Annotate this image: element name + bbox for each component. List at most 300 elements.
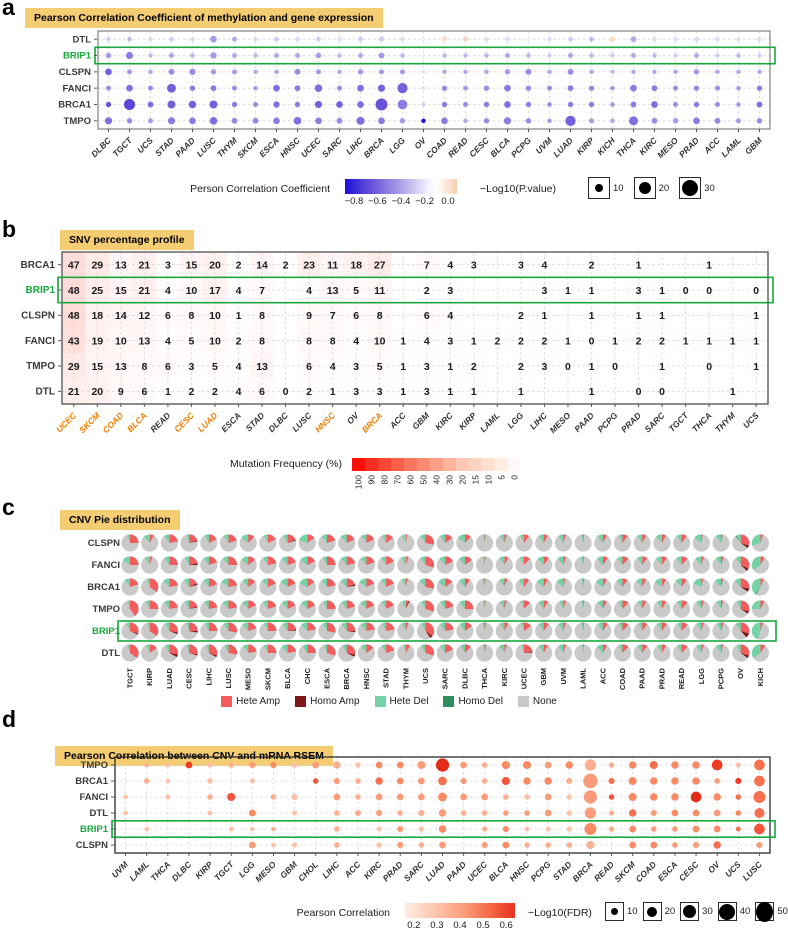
bubble: [503, 794, 509, 800]
legend-tick-label: 40: [431, 475, 442, 485]
bubble: [357, 101, 364, 108]
bubble: [397, 83, 407, 93]
snv-value: 6: [423, 310, 430, 323]
bubble: [736, 70, 741, 75]
bubble: [144, 827, 149, 832]
snv-value: 3: [470, 259, 477, 272]
bubble: [422, 70, 426, 74]
bubble: [358, 69, 363, 74]
x-axis-label: UVM: [109, 859, 130, 880]
bubble: [526, 118, 531, 123]
bubble: [271, 843, 276, 848]
bubble: [376, 762, 383, 769]
bubble: [418, 810, 424, 816]
x-axis-label: PCPG: [528, 859, 553, 884]
bubble: [232, 86, 237, 91]
snv-value: 14: [256, 259, 268, 272]
snv-value: 20: [209, 259, 221, 272]
bubble: [397, 778, 404, 785]
snv-value: 3: [541, 284, 548, 297]
bubble: [526, 37, 530, 41]
size-legend-item: [634, 177, 670, 199]
bubble: [502, 777, 510, 785]
gradient-tick-label: −0.4: [391, 196, 411, 207]
bubble: [650, 793, 657, 800]
bubble: [378, 85, 385, 92]
panel-a: [0, 0, 778, 222]
bubble: [357, 85, 364, 92]
pie-slice: [307, 644, 316, 653]
size-legend-box: [679, 177, 701, 199]
bubble: [482, 762, 488, 768]
x-axis-label: KIRC: [499, 668, 509, 687]
bubble: [418, 778, 425, 785]
snv-value: 1: [706, 259, 713, 272]
x-axis-label: ESCA: [655, 859, 680, 884]
bubble: [505, 69, 510, 74]
bubble: [691, 792, 702, 803]
bubble: [253, 102, 258, 107]
legend-color-block: [391, 458, 404, 471]
bubble: [292, 794, 298, 800]
bubble: [273, 101, 279, 107]
row-label: TMPO: [63, 116, 91, 128]
legend-color-block: [482, 458, 495, 471]
bubble: [568, 102, 573, 107]
bubble: [189, 101, 197, 109]
x-axis-label: UCEC: [519, 668, 529, 690]
bubble: [568, 85, 574, 91]
bubble: [671, 793, 678, 800]
bubble: [106, 86, 111, 91]
snv-value: 2: [212, 386, 218, 399]
size-legend-box: [643, 902, 662, 921]
bubble: [736, 86, 741, 91]
bubble: [545, 810, 552, 817]
bubble: [400, 53, 405, 58]
bubble: [505, 37, 510, 42]
bubble: [584, 790, 597, 803]
legend-item: [518, 696, 557, 707]
bubble: [503, 810, 509, 816]
row-label: CLSPN: [58, 67, 91, 79]
legend-color-block: [430, 458, 443, 471]
bubble: [295, 85, 301, 91]
snv-value: 18: [91, 310, 104, 323]
snv-value: 2: [494, 335, 501, 348]
bubble: [418, 794, 425, 801]
bubble: [610, 53, 614, 57]
pie-slice: [130, 556, 139, 565]
x-axis-label: KICH: [755, 668, 765, 687]
bubble: [461, 778, 467, 784]
bubble: [439, 825, 446, 832]
legend-item: [221, 696, 280, 707]
x-axis-label: PCPG: [508, 135, 533, 160]
bubble: [167, 84, 176, 93]
bubble: [333, 761, 340, 768]
bubble: [397, 842, 403, 848]
bubble: [526, 53, 531, 58]
x-axis-label: THYM: [401, 668, 411, 690]
bubble: [631, 70, 636, 75]
snv-value: 1: [588, 360, 595, 373]
snv-value: 0: [706, 360, 713, 373]
bubble: [249, 842, 256, 849]
bubble: [715, 102, 720, 107]
x-axis-label: SKCM: [263, 668, 273, 691]
snv-value: 5: [376, 360, 383, 373]
gradient-tick-label: −0.8: [344, 196, 364, 207]
legend-tick-label: 0: [509, 475, 520, 480]
pie-slice: [229, 644, 238, 654]
snv-value: 3: [164, 259, 171, 272]
bubble: [166, 779, 170, 783]
snv-value: 1: [588, 310, 595, 323]
legend-swatch: [221, 696, 232, 707]
bubble: [586, 841, 594, 849]
legend-tick-label: 80: [379, 475, 390, 485]
bubble: [253, 86, 258, 91]
legend-tick-label: 60: [405, 475, 416, 485]
bubble: [526, 69, 532, 75]
bubble: [207, 794, 213, 800]
bubble: [207, 762, 212, 767]
bubble: [715, 118, 721, 124]
bubble: [421, 119, 426, 124]
snv-value: 43: [67, 335, 80, 348]
panel-d-plot: [0, 755, 778, 900]
size-legend-item: [680, 902, 713, 921]
bubble: [484, 37, 488, 41]
bubble: [610, 86, 615, 91]
bubble: [355, 778, 361, 784]
bubble: [232, 69, 237, 74]
legend-swatch: [375, 696, 386, 707]
snv-value: 1: [635, 259, 642, 272]
bubble: [484, 70, 489, 75]
bubble: [566, 761, 573, 768]
snv-value: 4: [329, 360, 336, 373]
bubble: [567, 794, 572, 799]
bubble: [463, 37, 468, 42]
bubble: [757, 118, 762, 123]
snv-value: 11: [374, 284, 386, 297]
pie-slice: [347, 622, 356, 631]
snv-value: 10: [185, 284, 198, 297]
bubble: [148, 37, 152, 41]
bubble: [169, 69, 175, 75]
bubble: [210, 36, 217, 43]
bubble: [651, 101, 658, 108]
x-axis-label: BLCA: [283, 668, 293, 689]
size-legend-dot: [595, 184, 603, 192]
x-axis-label: DLBC: [89, 135, 113, 160]
bubble: [422, 37, 426, 41]
snv-value: 8: [259, 310, 265, 323]
bubble: [524, 842, 529, 847]
x-axis-label: OV: [412, 135, 428, 152]
bubble: [504, 85, 511, 92]
snv-value: 2: [282, 259, 289, 272]
bubble: [567, 826, 572, 831]
snv-value: 1: [729, 335, 736, 348]
bubble: [274, 37, 279, 42]
x-axis-label: PAAD: [572, 410, 596, 435]
x-axis-label: THCA: [614, 135, 638, 160]
legend-item: [295, 696, 359, 707]
bubble: [274, 53, 279, 58]
legend-tick-label: 20: [457, 475, 468, 485]
snv-value: 15: [91, 360, 104, 373]
x-axis-label: DLBC: [169, 859, 194, 884]
bubble: [376, 794, 383, 801]
bubble: [105, 68, 112, 75]
snv-value: 7: [259, 284, 265, 297]
snv-value: 25: [91, 284, 104, 297]
snv-value: 2: [188, 386, 195, 399]
bubble: [753, 791, 765, 803]
x-axis-label: HNSC: [312, 410, 338, 435]
bubble: [337, 37, 342, 42]
bubble: [315, 101, 322, 108]
bubble: [106, 37, 110, 41]
pie-slice: [268, 622, 277, 631]
legend-swatch: [295, 696, 306, 707]
bubble: [312, 762, 319, 769]
bubble: [441, 117, 448, 124]
snv-value: 3: [376, 386, 383, 399]
x-axis-label: KIRP: [456, 410, 479, 432]
bubble: [249, 810, 256, 817]
x-axis-label: LIHC: [204, 668, 214, 686]
snv-value: 1: [588, 284, 595, 297]
bubble: [672, 842, 678, 848]
bubble: [397, 826, 403, 832]
x-axis-label: READ: [445, 135, 470, 160]
bubble: [502, 761, 510, 769]
pie-slice: [327, 556, 336, 565]
snv-value: 4: [353, 335, 360, 348]
bubble: [397, 794, 404, 801]
bubble: [442, 85, 447, 90]
x-axis-label: UCEC: [298, 135, 323, 160]
legend-tick-label: 70: [392, 475, 403, 485]
x-axis-label: GBM: [539, 668, 549, 686]
x-axis-label: SKCM: [612, 859, 638, 885]
snv-value: 12: [138, 310, 151, 323]
bubble: [693, 842, 699, 848]
bubble: [292, 762, 298, 768]
snv-value: 11: [327, 259, 339, 272]
snv-value: 3: [447, 335, 454, 348]
size-legend-item: [679, 177, 715, 199]
snv-value: 1: [682, 335, 689, 348]
snv-value: 1: [659, 310, 666, 323]
snv-value: 48: [67, 310, 80, 323]
snv-value: 14: [114, 310, 127, 323]
x-axis-label: MESO: [547, 410, 573, 436]
bubble: [127, 37, 132, 42]
x-axis-label: KIRP: [574, 135, 596, 157]
x-axis-label: PRAD: [657, 668, 667, 690]
snv-value: 10: [209, 310, 221, 323]
bubble: [273, 85, 280, 92]
snv-value: 20: [91, 386, 104, 399]
size-legend-value: 10: [613, 182, 624, 194]
x-axis-label: GBM: [742, 135, 764, 157]
x-axis-label: LGG: [505, 410, 526, 431]
x-axis-label: CESC: [172, 410, 196, 435]
bubble: [463, 86, 468, 91]
row-label: CLSPN: [21, 310, 55, 322]
bubble: [694, 102, 699, 107]
legend-item: [375, 696, 429, 707]
row-label: FANCI: [62, 83, 91, 95]
snv-value: 4: [235, 386, 242, 399]
bubble: [610, 102, 615, 107]
bubble: [148, 70, 153, 75]
pie-slice: [327, 600, 336, 609]
bubble: [186, 762, 193, 769]
snv-value: 1: [517, 386, 524, 399]
pie-slice: [150, 600, 159, 609]
size-legend-item: [605, 902, 638, 921]
bubble: [123, 795, 128, 800]
x-axis-label: ESCA: [322, 668, 332, 689]
pie-slice: [209, 622, 218, 631]
bubble: [736, 794, 742, 800]
bubble: [436, 758, 449, 771]
bubble: [673, 37, 677, 41]
snv-value: 5: [353, 284, 360, 297]
x-axis-label: SARC: [642, 410, 667, 435]
x-axis-label: OV: [736, 668, 746, 679]
bubble: [609, 794, 615, 800]
snv-value: 0: [682, 284, 689, 297]
pie-slice: [169, 644, 178, 654]
x-axis-label: KIRC: [361, 859, 384, 882]
bubble: [673, 118, 678, 123]
bubble: [209, 100, 217, 108]
row-label: DTL: [89, 808, 108, 820]
bubble: [442, 102, 447, 107]
bubble: [460, 762, 467, 769]
x-axis-label: HNSC: [361, 668, 371, 690]
bubble: [736, 827, 741, 832]
bubble: [336, 101, 343, 108]
bubble: [589, 53, 594, 58]
size-legend-box: [718, 902, 737, 921]
bubble: [589, 37, 594, 42]
bubble: [585, 807, 596, 818]
size-legend-value: 30: [704, 182, 715, 194]
bubble: [295, 37, 300, 42]
bubble: [736, 762, 741, 767]
x-axis-label: SKCM: [76, 410, 102, 436]
bubble: [315, 84, 323, 92]
panel-d-legend: [0, 900, 788, 944]
snv-value: 3: [188, 360, 195, 373]
gradient-tick-label: 0.3: [430, 920, 444, 931]
gradient-tick-label: 0.2: [407, 920, 421, 931]
bubble: [337, 70, 342, 75]
bubble: [397, 762, 404, 769]
bubble: [105, 117, 112, 124]
x-axis-label: PCPG: [595, 410, 620, 435]
snv-value: 1: [635, 310, 642, 323]
bubble: [333, 794, 340, 801]
x-axis-label: HNSC: [507, 859, 532, 884]
bubble: [481, 794, 488, 801]
snv-value: 17: [209, 284, 221, 297]
snv-value: 4: [423, 335, 430, 348]
bubble: [484, 118, 489, 123]
bubble: [712, 760, 723, 771]
x-axis-label: LUAD: [551, 135, 575, 160]
bubble: [524, 810, 530, 816]
size-legend-dot: [682, 180, 698, 196]
bubble: [650, 761, 658, 769]
x-axis-label: PAAD: [637, 668, 647, 689]
bubble: [736, 118, 741, 123]
bubble: [463, 70, 468, 75]
snv-value: 1: [400, 360, 407, 373]
snv-value: 2: [470, 360, 477, 373]
bubble: [736, 37, 740, 41]
snv-value: 1: [753, 310, 760, 323]
snv-value: 6: [353, 310, 360, 323]
bubble: [673, 70, 678, 75]
x-axis-label: LAML: [127, 859, 152, 884]
snv-value: 21: [138, 259, 151, 272]
x-axis-label: KIRP: [193, 859, 215, 881]
bubble: [693, 117, 700, 124]
bubble: [126, 52, 133, 59]
bubble: [463, 119, 468, 124]
bubble: [316, 53, 321, 58]
x-axis-label: READ: [677, 668, 687, 690]
bubble: [673, 86, 678, 91]
bubble: [253, 70, 258, 75]
snv-value: 3: [353, 360, 360, 373]
x-axis-label: BRCA: [361, 135, 386, 160]
x-axis-label: LUSC: [224, 668, 233, 689]
snv-value: 1: [588, 386, 595, 399]
bubble: [126, 85, 133, 92]
snv-value: 19: [91, 335, 104, 348]
panel-d: [0, 706, 788, 948]
bubble: [211, 85, 217, 91]
size-legend-dot: [639, 182, 651, 194]
bubble: [652, 37, 657, 42]
pie-slice: [741, 578, 750, 588]
x-axis-label: LIHC: [343, 135, 365, 157]
bubble: [249, 762, 255, 768]
bubble: [253, 37, 257, 41]
bubble: [379, 53, 385, 59]
size-legend-item: [718, 902, 751, 921]
bubble: [629, 842, 636, 849]
pie-slice: [327, 622, 336, 632]
panel-a-color-legend-label: Person Correlation Coefficient: [190, 183, 330, 195]
bubble: [544, 777, 551, 784]
x-axis-label: TGCT: [666, 410, 691, 434]
snv-value: 3: [541, 360, 548, 373]
x-axis-label: MESO: [655, 135, 680, 161]
bubble: [463, 102, 468, 107]
bubble: [419, 826, 424, 831]
